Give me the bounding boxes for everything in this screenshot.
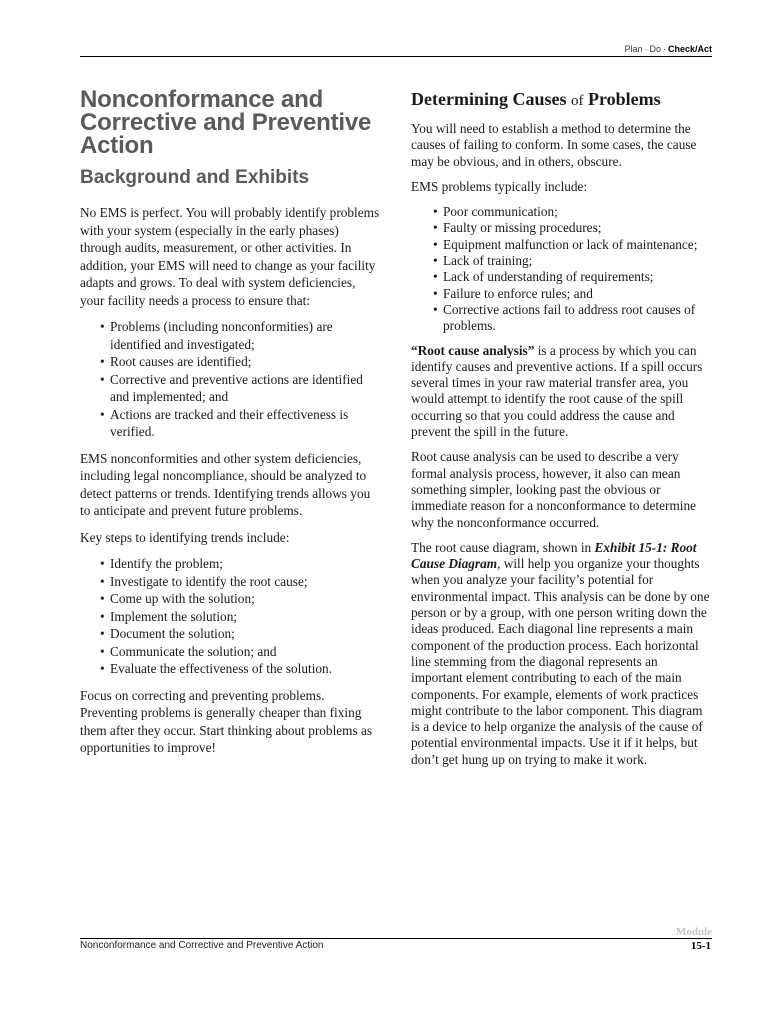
- header-rule: [80, 56, 712, 57]
- page-number: 15-1: [690, 940, 711, 952]
- list-item: • Corrective actions fail to address root causes of problems.: [433, 302, 711, 335]
- process-ensure-list: [80, 318, 380, 441]
- section-heading: [411, 88, 711, 112]
- exhibit-reference: Exhibit 15-1: Root Cause Diagram: [411, 539, 697, 572]
- formal-analysis-paragraph: Root cause analysis can be used to describe a very formal analysis process, however, it also can mean something simpler, looking past the obvious or immediate reason for a nonconformance to determine why the nonconformance occurred.: [411, 449, 697, 530]
- list-item: • Identify the problem;: [100, 555, 380, 573]
- header-breadcrumb: [624, 44, 712, 54]
- trends-paragraph: EMS nonconformities and other system deficiencies, including legal noncompliance, should be analyzed to detect patterns or trends. Identifying trends allows you to anticipate and prevent future problems.: [80, 450, 371, 518]
- page-title: Nonconformance and Corrective and Preventive Action: [80, 86, 372, 159]
- root-cause-analysis-paragraph: [411, 343, 711, 441]
- section-heading-part: Determining Causes: [411, 89, 567, 109]
- list-item: • Lack of training;: [433, 253, 711, 269]
- ems-problems-list: [411, 204, 711, 334]
- list-item: • Equipment malfunction or lack of maintenance;: [433, 237, 711, 253]
- footer-rule: [80, 938, 712, 939]
- list-item: • Document the solution;: [100, 625, 380, 643]
- breadcrumb-separator: ·: [662, 44, 666, 54]
- problems-intro: EMS problems typically include:: [411, 178, 588, 194]
- list-item: • Root causes are identified;: [100, 353, 380, 371]
- module-label: Module: [675, 926, 712, 938]
- list-item: • Investigate to identify the root cause;: [100, 573, 380, 591]
- list-item: • Come up with the solution;: [100, 590, 380, 608]
- key-steps-list: [80, 555, 380, 678]
- paragraph-text: is a process by which you can identify causes and preventive actions. If a spill occurs several times in your raw material transfer area, you would attempt to identify the root cause of the spill occurring so that you could address the cause and prevent the spill in the future.: [411, 342, 703, 440]
- paragraph-text: , will help you organize your thoughts when you analyze your facility’s potential for environmental impact. This analysis can be done by one person or by a group, with one person writing down the ideas produced. Each diagonal line represents a main component of the production process. Each horizontal line stemming from the diagonal represents an important element contributing to each of the main components. For example, elements of work practices might contribute to the labor component. This diagram is a device to help organize the analysis of the cause of potential environmental impacts. Use it if it helps, but don’t get hung up on trying to make it work.: [411, 556, 710, 767]
- list-item: • Actions are tracked and their effectiveness is verified.: [100, 406, 380, 441]
- intro-paragraph: No EMS is perfect. You will probably identify problems with your system (especially in the early phases) through audits, measurement, or other activities. In addition, your EMS will need to change as your facility adapts and grows. To deal with system deficiencies, your facility needs a process to ensure that:: [80, 205, 380, 308]
- list-item: • Failure to enforce rules; and: [433, 286, 711, 302]
- breadcrumb-do: Do: [649, 44, 661, 54]
- key-steps-intro: Key steps to identifying trends include:: [80, 529, 290, 545]
- list-item: • Evaluate the effectiveness of the solution.: [100, 660, 380, 678]
- list-item: • Communicate the solution; and: [100, 643, 380, 661]
- root-cause-term: “Root cause analysis”: [411, 342, 535, 358]
- causes-paragraph: You will need to establish a method to determine the causes of failing to conform. In some cases, the cause may be obvious, and in others, obscure.: [411, 121, 697, 169]
- list-item: • Corrective and preventive actions are identified and implemented; and: [100, 371, 380, 406]
- breadcrumb-plan: Plan: [624, 44, 643, 54]
- list-item: • Lack of understanding of requirements;: [433, 269, 711, 285]
- diagram-paragraph: [411, 540, 711, 768]
- footer-title: Nonconformance and Corrective and Preventive Action: [80, 940, 324, 951]
- focus-paragraph: Focus on correcting and preventing problems. Preventing problems is generally cheaper than fixing them after they occur. Start thinking about problems as opportunities to improve!: [80, 687, 373, 755]
- list-item: • Poor communication;: [433, 204, 711, 220]
- section-heading-of: of: [571, 93, 584, 109]
- list-item: • Faulty or missing procedures;: [433, 220, 711, 236]
- list-item: • Implement the solution;: [100, 608, 380, 626]
- breadcrumb-check-act: Check/Act: [667, 44, 712, 54]
- page-subtitle: Background and Exhibits: [80, 167, 310, 188]
- breadcrumb-separator: ·: [644, 44, 648, 54]
- left-column: [80, 88, 380, 766]
- list-item: • Problems (including nonconformities) are identified and investigated;: [100, 318, 380, 353]
- section-heading-part: Problems: [588, 89, 661, 109]
- paragraph-text: The root cause diagram, shown in: [411, 539, 595, 555]
- right-column: [411, 88, 711, 777]
